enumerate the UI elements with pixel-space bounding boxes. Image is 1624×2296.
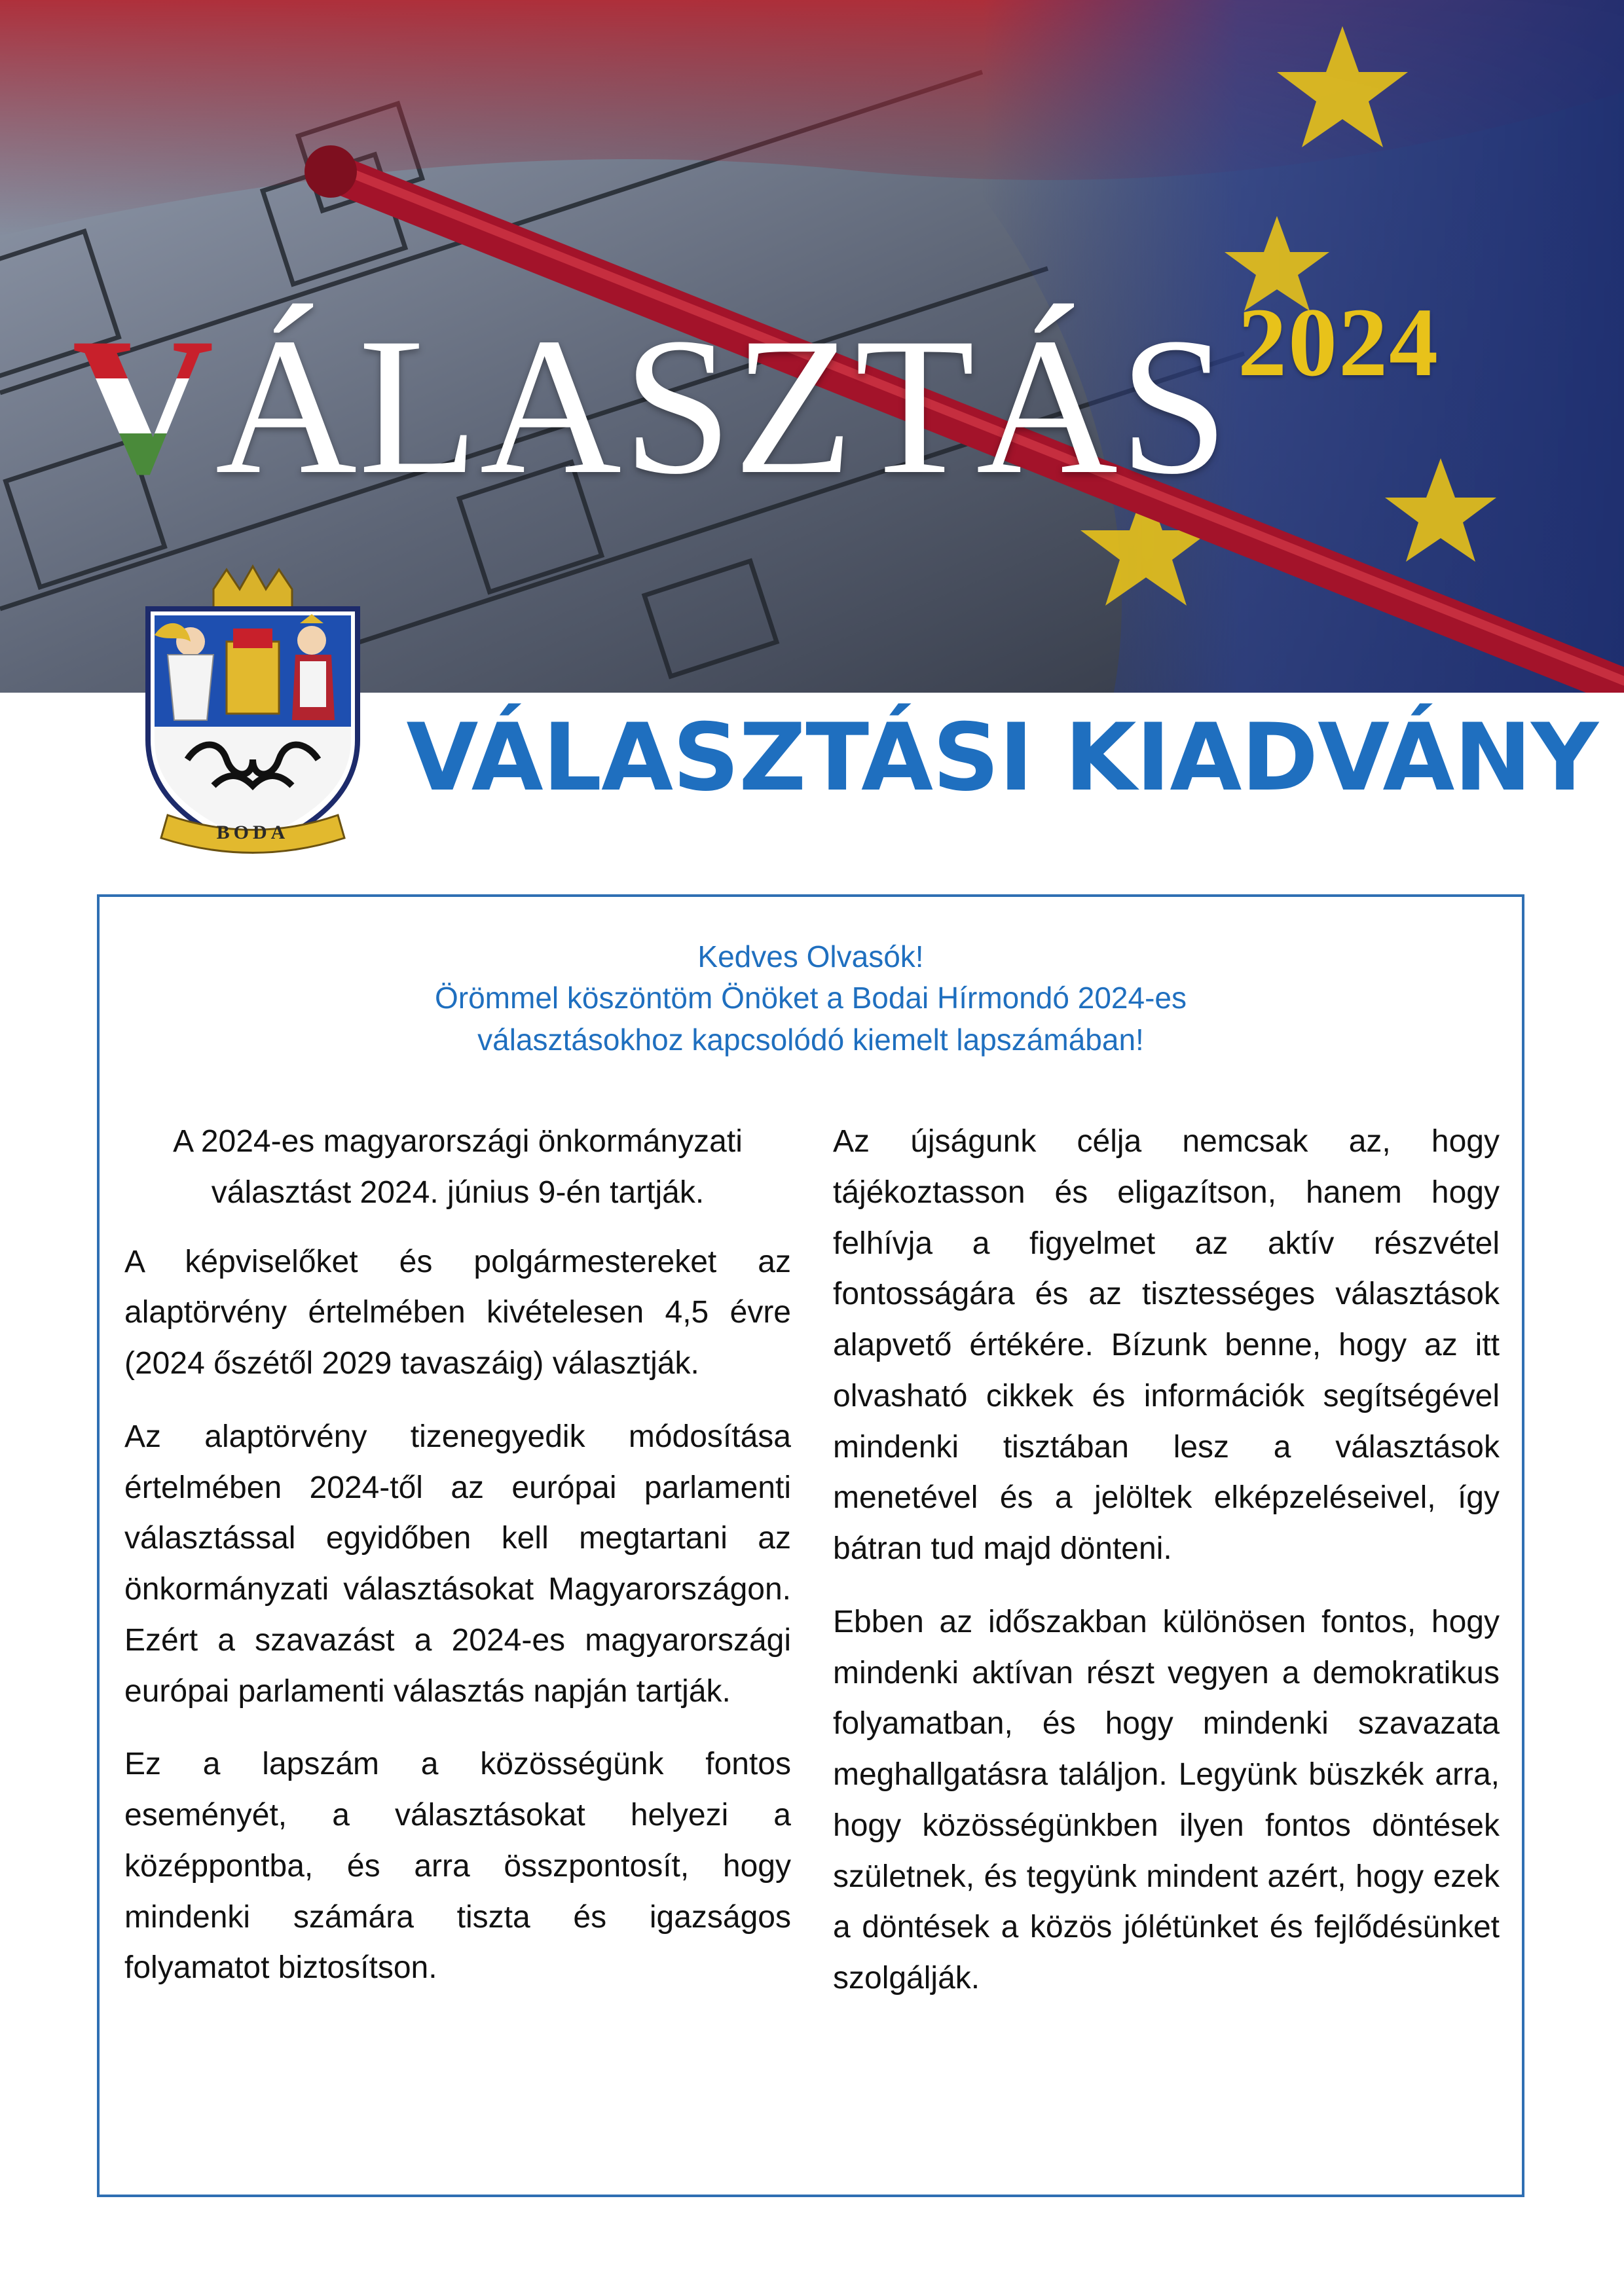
coat-of-arms-icon: [128, 563, 377, 871]
left-paragraph-2: Az alaptörvény tizenegyedik módosítása értelmében 2024-től az európai parlamenti választással egyidőben kell megtartani az önkormányzati választásokat Magyarországon. Ezért a szavazást a 2024-es magyarországi európai parlamenti választás napján tartják.: [124, 1419, 791, 1709]
crest-label: BODA: [216, 822, 289, 843]
left-column: [124, 1116, 791, 2026]
greeting-line-1: Kedves Olvasók!: [697, 939, 924, 974]
title-word: ÁLASZTÁS: [215, 297, 1230, 515]
election-date-lead: A 2024-es magyarországi önkormányzati választást 2024. június 9-én tartják.: [173, 1124, 743, 1210]
content-box: [97, 894, 1524, 2197]
banner-title: [72, 282, 1439, 517]
right-paragraph-2: Ebben az időszakban különösen fontos, hogy mindenki aktívan részt vegyen a demokratikus folyamatban, és hogy mindenki szavazata meghallgatásra találjon. Legyünk büszkék arra, hogy közösségünkben ilyen fontos döntések születnek, és tegyünk mindent azért, hogy ezek a döntések a közös jólétünket és fejlődésünket szolgálják.: [833, 1604, 1500, 1995]
left-paragraph-1: A képviselőket és polgármestereket az alaptörvény értelmében kivételesen 4,5 évre (2024 őszétől 2029 tavaszáig) választják.: [124, 1244, 791, 1381]
article-columns: [124, 1116, 1500, 2026]
title-initial-v: V: [72, 297, 215, 515]
right-column: [833, 1116, 1500, 2026]
greeting: [100, 936, 1522, 1061]
title-year: 2024: [1238, 288, 1440, 397]
publication-subtitle: VÁLASZTÁSI KIADVÁNY: [406, 704, 1598, 812]
left-paragraph-3: Ez a lapszám a közösségünk fontos eseményét, a választásokat helyezi a középpontba, és arra összpontosít, hogy mindenki számára tiszta és igazságos folyamatot biztosítson.: [124, 1747, 791, 1986]
greeting-line-3: választásokhoz kapcsolódó kiemelt lapszámában!: [477, 1022, 1144, 1057]
right-paragraph-1: Az újságunk célja nemcsak az, hogy tájékoztasson és eligazítson, hanem hogy felhívja a figyelmet az aktív részvétel fontosságára és az tisztességes választások alapvető értékére. Bízunk benne, hogy az itt olvasható cikkek és információk segítségével mindenki tisztában lesz a választások menetével és a jelöltek elképzeléseivel, így bátran tud majd dönteni.: [833, 1124, 1500, 1566]
greeting-line-2: Örömmel köszöntöm Önöket a Bodai Hírmondó 2024-es: [435, 981, 1187, 1015]
